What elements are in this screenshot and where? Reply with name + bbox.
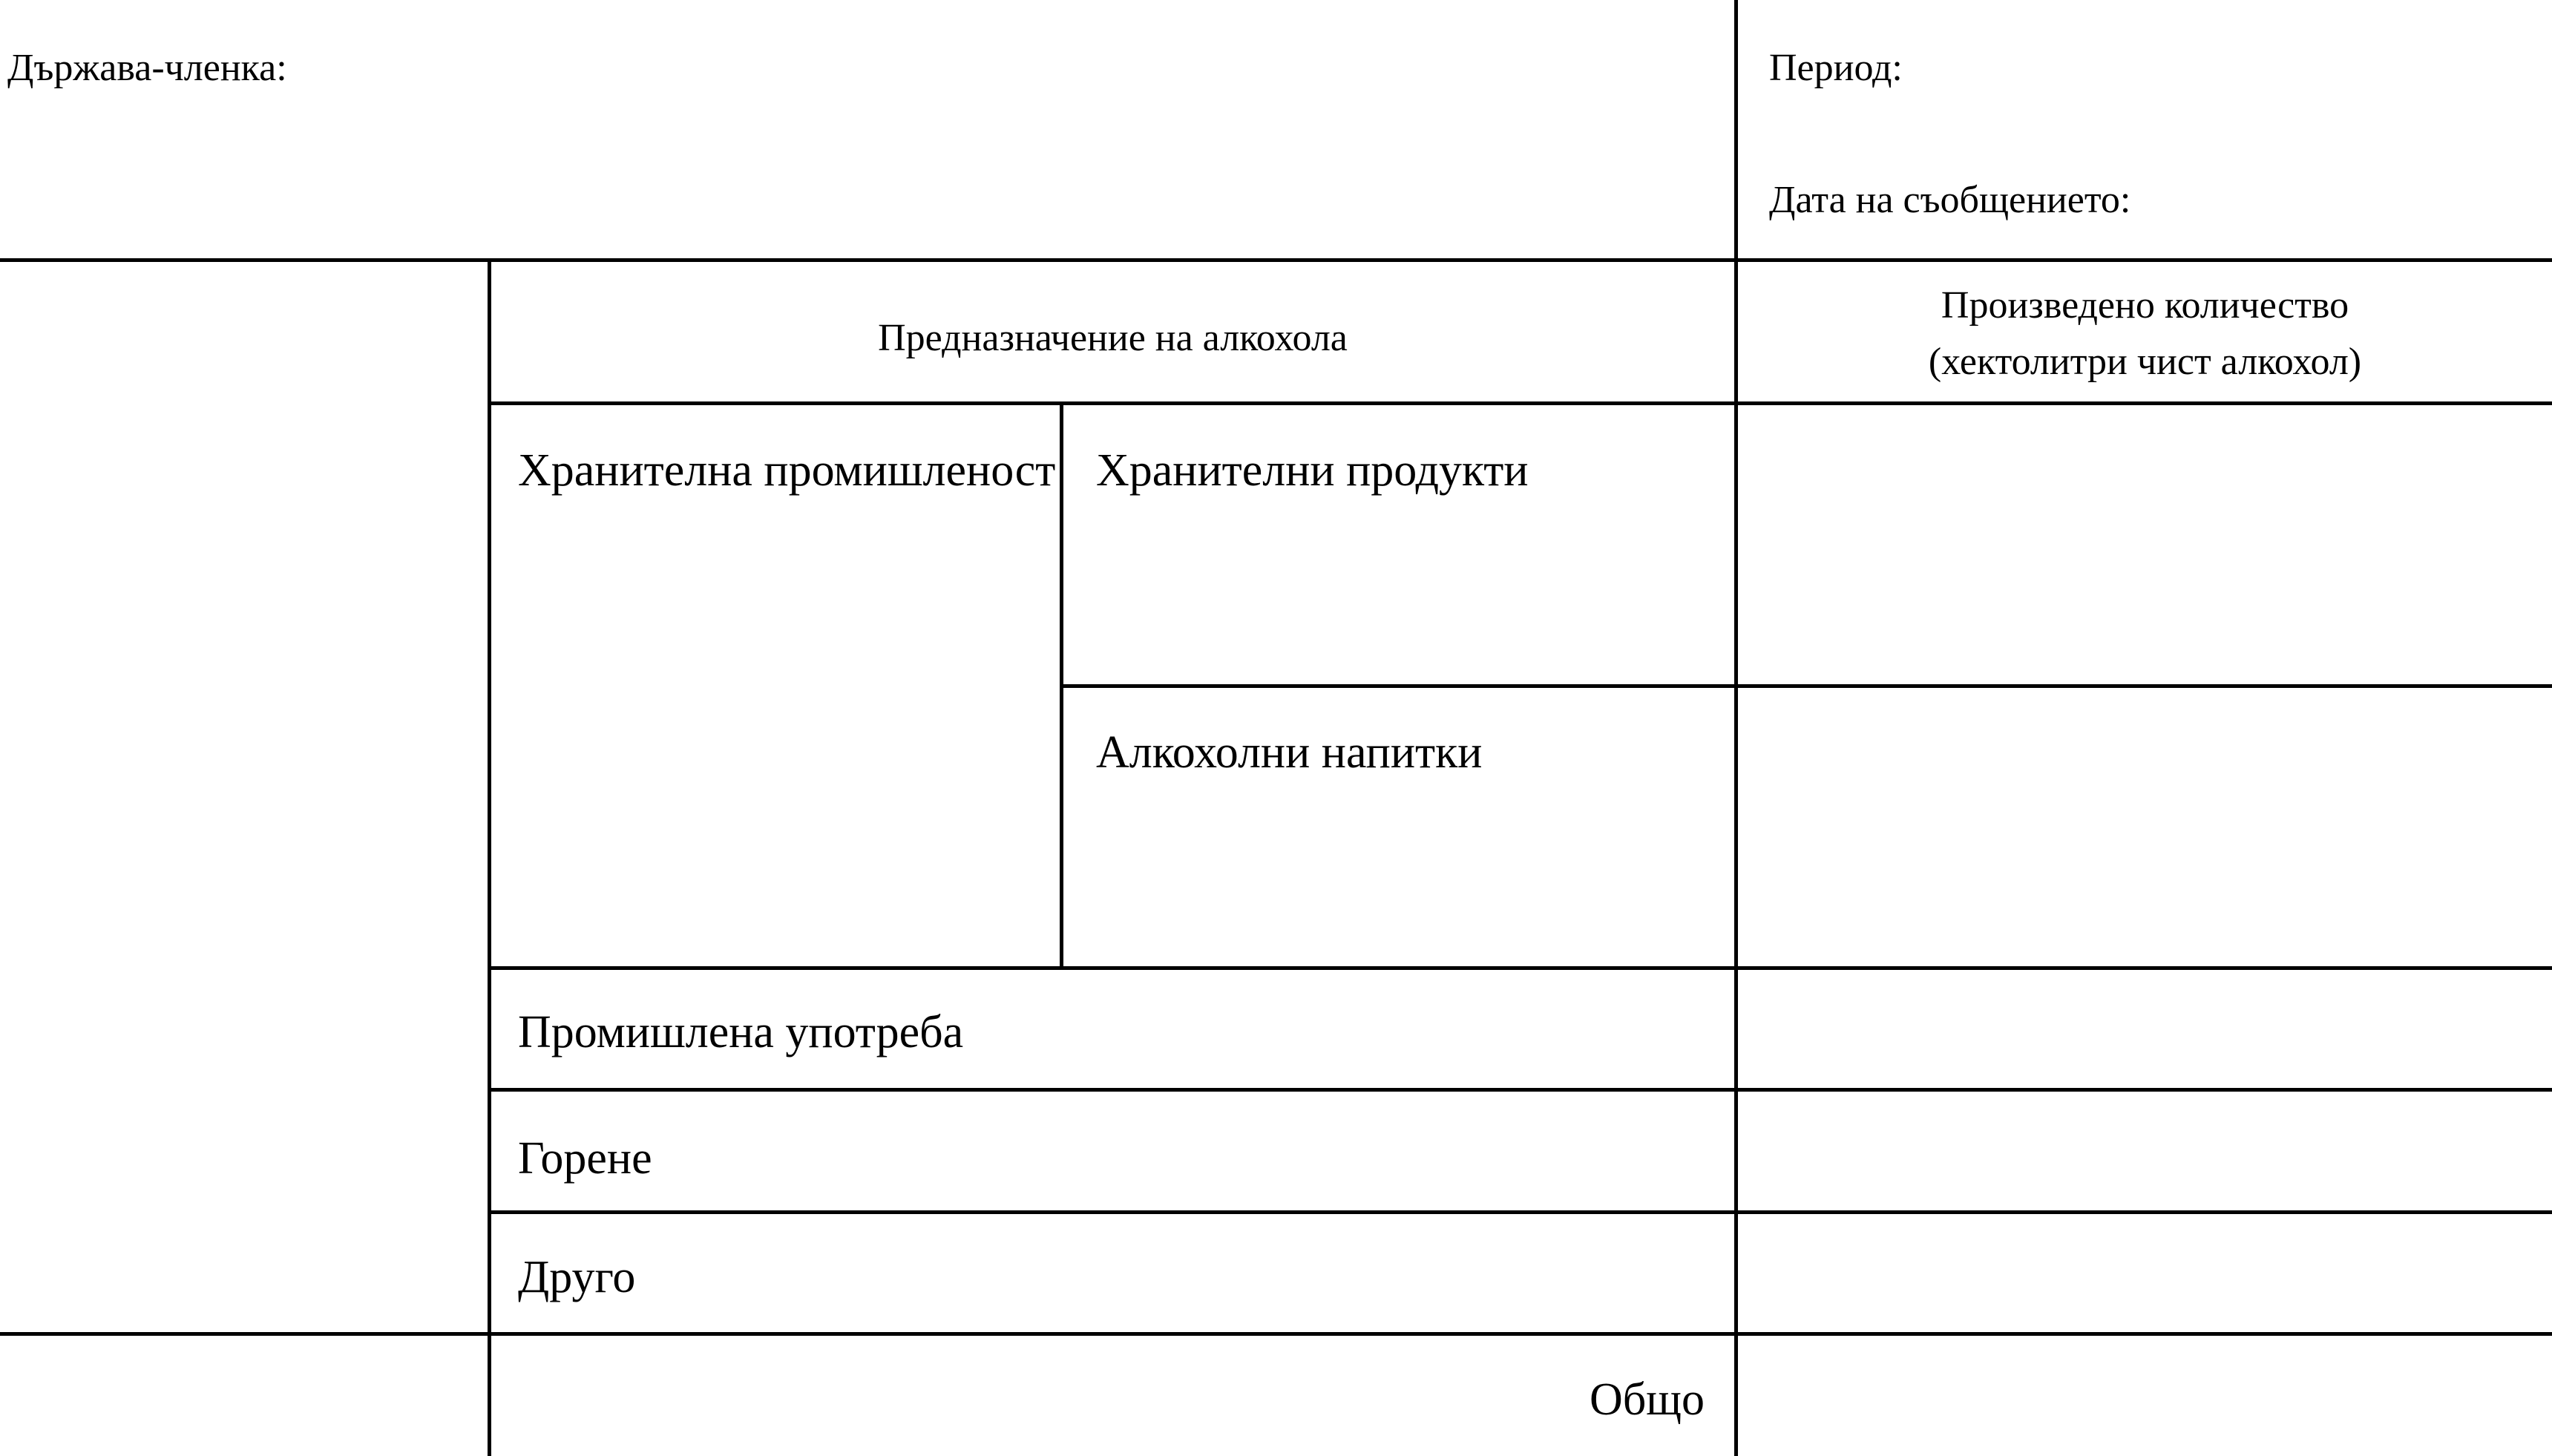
divider-fuel-bottom — [488, 1210, 2552, 1214]
notification-date-label: Дата на съобщението: — [1769, 179, 2131, 221]
divider-food-products-bottom — [1060, 684, 2552, 688]
divider-food-industry-bottom — [488, 966, 2552, 970]
divider-industrial-use-bottom — [488, 1088, 2552, 1092]
food-products-label: Хранителни продукти — [1096, 445, 1529, 496]
quantity-header-line2: (хектолитри чист алкохол) — [1928, 341, 2362, 383]
divider-vertical-right — [1734, 0, 1738, 1456]
alcoholic-beverages-label: Алкохолни напитки — [1096, 727, 1483, 778]
divider-purpose-header-bottom — [488, 401, 2552, 405]
quantity-header-line1: Произведено количество — [1941, 284, 2349, 327]
food-industry-label: Хранителна промишленост — [518, 445, 1056, 496]
industrial-use-label: Промишлена употреба — [518, 1007, 964, 1057]
purpose-header: Предназначение на алкохола — [878, 317, 1348, 359]
other-label: Друго — [518, 1252, 636, 1302]
member-state-label: Държава-членка: — [7, 47, 287, 89]
fuel-label: Горене — [518, 1133, 652, 1184]
total-label: Общо — [1589, 1374, 1705, 1425]
period-label: Период: — [1769, 47, 1903, 89]
divider-vertical-left — [488, 260, 491, 1456]
divider-other-bottom — [0, 1332, 2552, 1336]
divider-header-bottom — [0, 258, 2552, 262]
